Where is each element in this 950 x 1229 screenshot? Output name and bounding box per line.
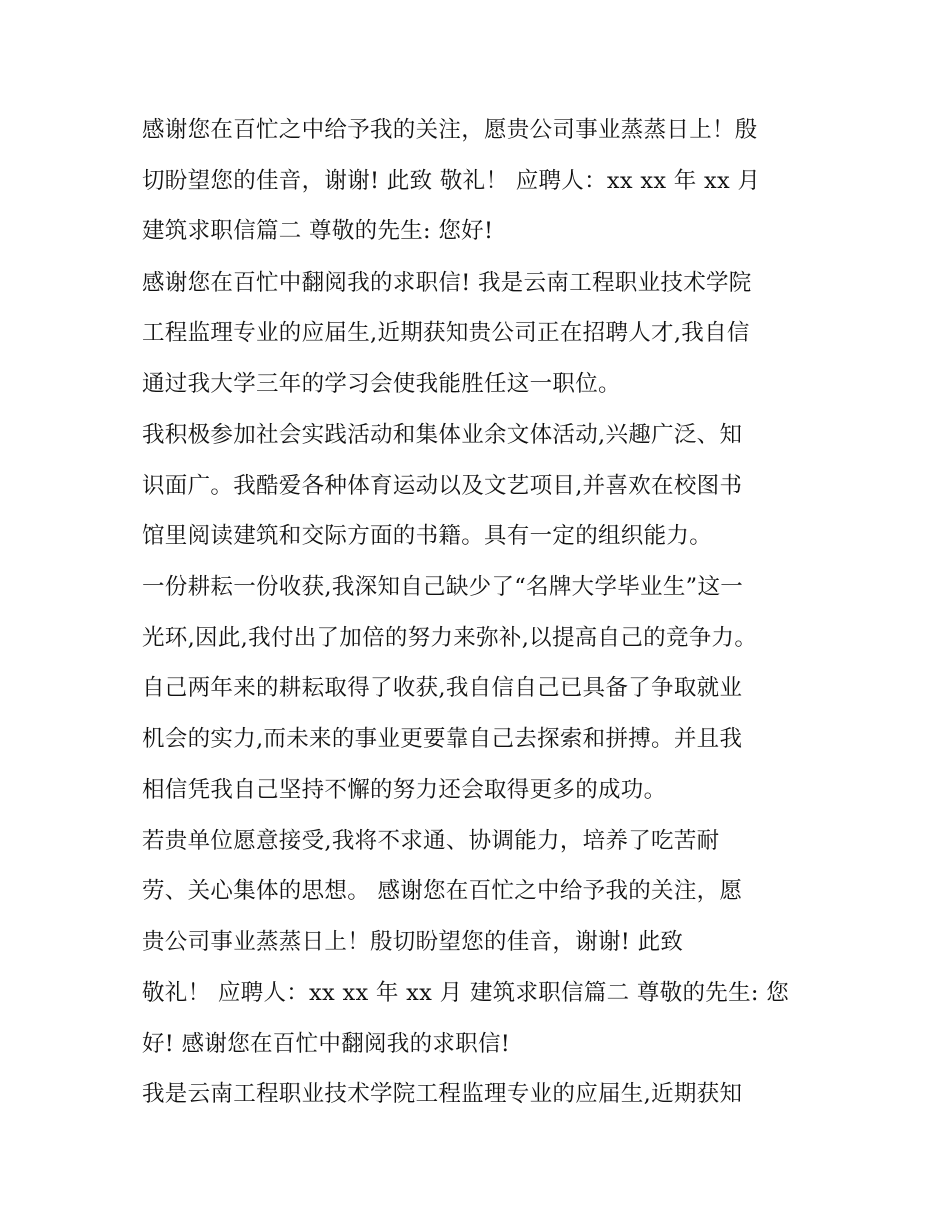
text-line: 工程监理专业的应届生,近期获知贵公司正在招聘人才,我自信	[142, 320, 750, 346]
text-line: 好! 感谢您在百忙中翻阅我的求职信!	[142, 1031, 511, 1057]
text-line: 我积极参加社会实践活动和集体业余文体活动,兴趣广泛、知	[142, 422, 743, 448]
text-line: 敬礼！ 应聘人：xx xx 年 xx 月 建筑求职信篇二 尊敬的先生: 您	[142, 980, 790, 1006]
text-line: 相信凭我自己坚持不懈的努力还会取得更多的成功。	[142, 777, 667, 803]
text-line: 光环,因此,我付出了加倍的努力来弥补,以提高自己的竞争力。	[142, 625, 758, 651]
text-line: 馆里阅读建筑和交际方面的书籍。具有一定的组织能力。	[142, 523, 713, 549]
text-line: 建筑求职信篇二 尊敬的先生: 您好!	[142, 218, 494, 244]
text-line: 机会的实力,而未来的事业更要靠自己去探索和拼搏。并且我	[142, 726, 743, 752]
text-line: 识面广。我酷爱各种体育运动以及文艺项目,并喜欢在校图书	[142, 473, 743, 499]
text-line: 贵公司事业蒸蒸日上！殷切盼望您的佳音，谢谢! 此致	[142, 929, 684, 955]
text-line: 感谢您在百忙中翻阅我的求职信! 我是云南工程职业技术学院	[142, 270, 752, 296]
text-line: 感谢您在百忙之中给予我的关注，愿贵公司事业蒸蒸日上！殷	[142, 117, 758, 143]
text-line: 若贵单位愿意接受,我将不求通、协调能力，培养了吃苦耐	[142, 828, 720, 854]
text-line: 自己两年来的耕耘取得了收获,我自信自己已具备了争取就业	[142, 675, 743, 701]
text-line: 切盼望您的佳音，谢谢! 此致 敬礼！ 应聘人：xx xx 年 xx 月	[142, 168, 761, 194]
text-line: 一份耕耘一份收获,我深知自己缺少了“名牌大学毕业生”这一	[142, 574, 744, 600]
text-line: 我是云南工程职业技术学院工程监理专业的应届生,近期获知	[142, 1081, 743, 1107]
text-line: 通过我大学三年的学习会使我能胜任这一职位。	[142, 371, 621, 397]
text-line: 劳、关心集体的思想。 感谢您在百忙之中给予我的关注，愿	[142, 878, 743, 904]
